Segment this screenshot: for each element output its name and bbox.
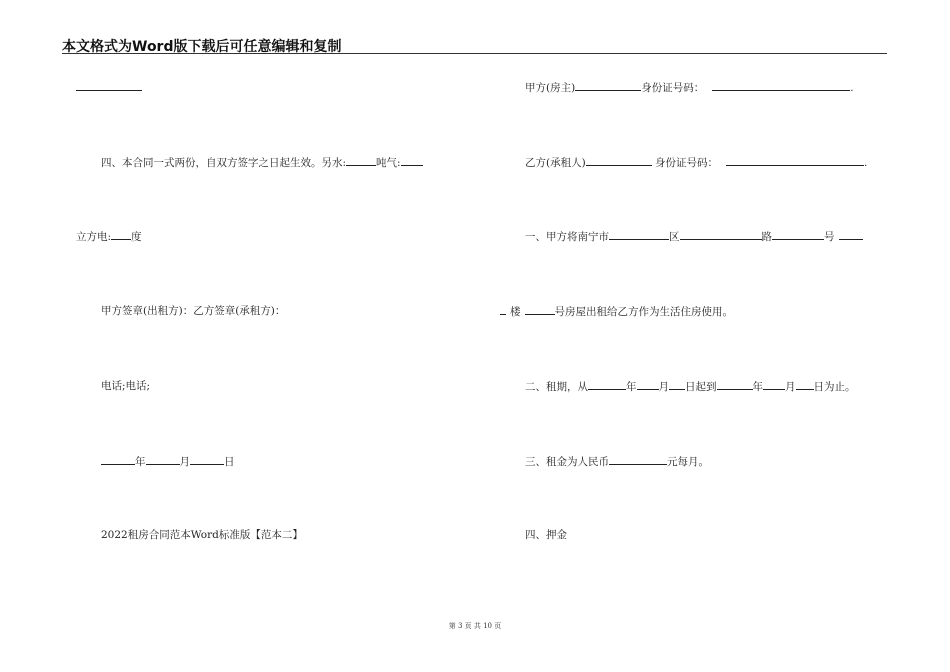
district-blank [609, 229, 669, 240]
room-blank [525, 304, 555, 315]
electric-blank [111, 229, 131, 240]
page-header-title: 本文格式为Word版下载后可任意编辑和复制 [62, 39, 342, 55]
end-day-blank [796, 379, 814, 390]
left-line-1 [76, 80, 142, 95]
end-month-blank [763, 379, 785, 390]
right-line-3 [525, 229, 863, 244]
month-label: 月 [179, 456, 190, 468]
day-label: 日 [224, 456, 235, 468]
left-line-4 [101, 304, 285, 318]
landlord-label: 甲方(房主) [525, 82, 576, 94]
year-blank [101, 454, 135, 465]
left-line-6 [101, 454, 235, 469]
period: . [864, 157, 868, 169]
number-label: 号 [824, 231, 835, 243]
rent-unit-label: 元每月。 [667, 456, 709, 468]
district-label: 区 [669, 231, 680, 243]
until-label: 日起到 [685, 381, 717, 393]
building-blank [839, 229, 863, 240]
start-year-blank [588, 379, 626, 390]
electric-label: 立方电: [76, 231, 112, 243]
landlord-id-blank [712, 80, 850, 91]
rent-amount-blank [609, 454, 667, 465]
water-blank [346, 155, 376, 166]
deposit-heading: 四、押金 [525, 529, 567, 541]
number-blank [772, 229, 824, 240]
landlord-id-label: 身份证号码： [641, 82, 705, 94]
start-month-blank [637, 379, 659, 390]
rental-use-text: 号房屋出租给乙方作为生活住房使用。 [554, 306, 733, 318]
tenant-id-label: 身份证号码： [651, 157, 719, 169]
rent-label: 三、租金为人民币 [525, 456, 609, 468]
contract-clause-4-text: 四、本合同一式两份，自双方签字之日起生效。另水: [101, 157, 347, 169]
road-blank [680, 229, 762, 240]
right-line-2 [525, 155, 867, 170]
left-line-2 [101, 155, 423, 170]
tenant-id-blank [726, 155, 864, 166]
left-line-5 [101, 379, 150, 393]
lease-term-label: 二、租期，从 [525, 381, 588, 393]
floor-label: 楼 [510, 306, 521, 318]
start-day-blank [669, 379, 685, 390]
month-blank [146, 454, 180, 465]
year-label: 年 [135, 456, 146, 468]
road-label: 路 [761, 231, 772, 243]
end-year-blank [717, 379, 753, 390]
period: . [850, 82, 854, 94]
template-title: 2022租房合同范本Word标准版【范本二】 [101, 529, 303, 541]
header-divider [62, 53, 887, 54]
right-line-5 [525, 379, 856, 394]
left-line-3 [76, 229, 142, 244]
signature-label: 甲方签章(出租方)：乙方签章(承租方)： [101, 305, 286, 317]
gas-blank [401, 155, 423, 166]
tenant-label: 乙方(承租人) [525, 157, 586, 169]
landlord-name-blank [575, 80, 641, 91]
right-line-6 [525, 454, 709, 469]
end-label: 日为止。 [813, 381, 856, 393]
year-label: 年 [752, 381, 763, 393]
blank-field [76, 80, 142, 91]
building-blank-cont [500, 304, 506, 315]
right-line-4 [500, 304, 733, 319]
phone-label: 电话;电话; [101, 380, 151, 392]
left-line-7 [101, 528, 303, 542]
page-number-footer: 第 3 页 共 10 页 [448, 622, 502, 630]
right-line-7 [525, 528, 567, 542]
gas-label: 吨气: [376, 157, 401, 169]
degree-label: 度 [131, 231, 142, 243]
year-label: 年 [626, 381, 637, 393]
clause-1-text: 一、甲方将南宁市 [525, 231, 609, 243]
day-blank [190, 454, 224, 465]
right-line-1 [525, 80, 854, 95]
month-label: 月 [658, 381, 669, 393]
month-label: 月 [785, 381, 796, 393]
tenant-name-blank [586, 155, 652, 166]
